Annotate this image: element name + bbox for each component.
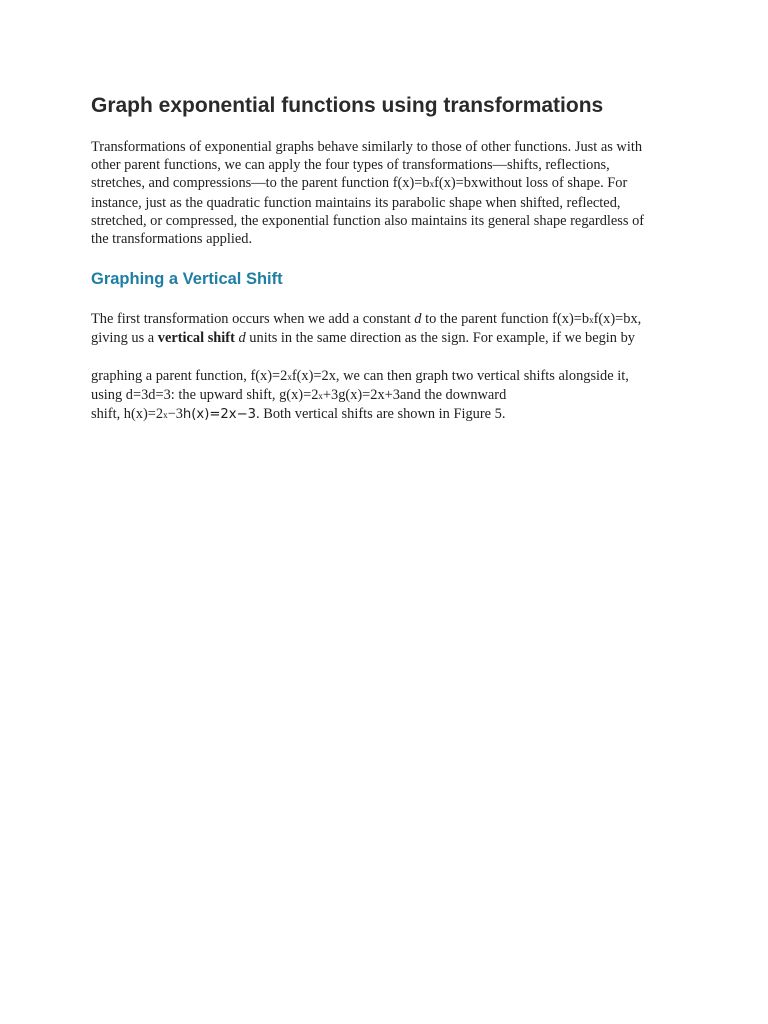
ex-line-3-b: −3 bbox=[167, 406, 183, 423]
section-heading: Graphing a Vertical Shift bbox=[91, 270, 283, 288]
vs-line-1-c: f(x)=bx, bbox=[593, 311, 642, 327]
intro-line-1: Transformations of exponential graphs behave similarly to those of other functions. Just as with bbox=[91, 139, 643, 155]
exponent-x: x bbox=[429, 179, 435, 190]
vs-line-1-b: to the parent function f(x)=b bbox=[421, 311, 590, 327]
variable-d: d bbox=[238, 330, 246, 347]
vs-line-1-a: The first transformation occurs when we add a constant bbox=[91, 311, 415, 327]
exponent-x: x bbox=[163, 410, 168, 421]
intro-line-6: the transformations applied. bbox=[91, 231, 253, 248]
vertical-shift-line-2 bbox=[91, 329, 691, 347]
example-line-1 bbox=[91, 367, 691, 386]
vertical-shift-line-1 bbox=[91, 310, 691, 329]
ex-line-3-c: . Both vertical shifts are shown in Figure 5. bbox=[256, 406, 506, 423]
ex-line-1-b: f(x)=2x, we can then graph two vertical shifts alongside it, bbox=[291, 368, 629, 384]
intro-line-2: other parent functions, we can apply the four types of transformations—shifts, reflections, bbox=[91, 157, 610, 174]
vs-line-2-a: giving us a bbox=[91, 330, 158, 347]
vertical-shift-paragraph bbox=[91, 310, 691, 347]
exponent-x: x bbox=[318, 391, 323, 402]
intro-line-3-post: f(x)=bxwithout loss of shape. For bbox=[434, 175, 628, 192]
ex-line-2-b: +3g(x)=2x+3and the downward bbox=[322, 387, 507, 404]
page-title: Graph exponential functions using transformations bbox=[91, 94, 604, 117]
variable-d: d bbox=[414, 311, 422, 327]
intro-paragraph bbox=[91, 138, 691, 248]
intro-line-5: stretched, or compressed, the exponential function also maintains its general shape regardless of bbox=[91, 212, 645, 229]
ex-line-2-a: using d=3d=3: the upward shift, g(x)=2 bbox=[91, 387, 319, 404]
term-vertical-shift: vertical shift bbox=[157, 330, 235, 347]
ex-line-3-a: shift, h(x)=2 bbox=[91, 406, 164, 423]
intro-line-3-pre: stretches, and compressions—to the parent function f(x)=b bbox=[91, 175, 430, 192]
intro-line-4: instance, just as the quadratic function maintains its parabolic shape when shifted, reflected, bbox=[91, 194, 621, 211]
math-fallback-text: h(x)=2x−3 bbox=[182, 407, 257, 423]
ex-line-1-a: graphing a parent function, f(x)=2 bbox=[91, 368, 288, 384]
example-paragraph bbox=[91, 367, 691, 425]
intro-line-3 bbox=[91, 174, 691, 193]
exponent-x: x bbox=[589, 315, 594, 325]
vs-line-2-b: units in the same direction as the sign. For example, if we begin by bbox=[245, 330, 635, 347]
example-line-3 bbox=[91, 405, 691, 424]
example-line-2 bbox=[91, 386, 691, 405]
exponent-x: x bbox=[287, 372, 292, 382]
